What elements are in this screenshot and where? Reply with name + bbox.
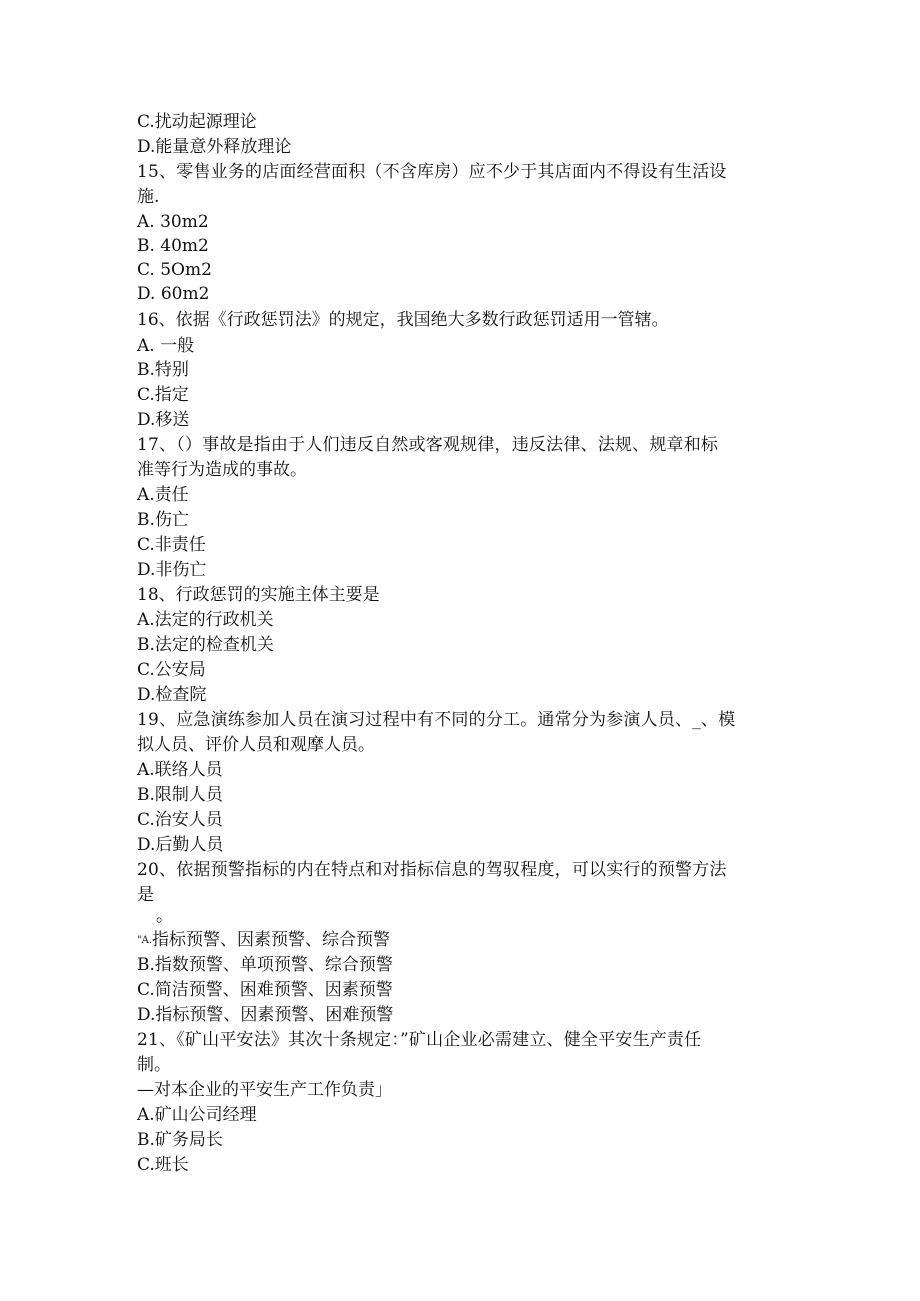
option-line: B.特别 <box>137 360 189 380</box>
question-line: 准等行为造成的事故。 <box>137 460 307 480</box>
option-line: D.检查院 <box>137 685 207 705</box>
option-line: C.扰动起源理论 <box>137 112 257 132</box>
option-line: B.指数预警、单项预警、综合预警 <box>137 955 393 975</box>
option-line: B. 40m2 <box>137 236 209 256</box>
option-line: B.法定的检查机关 <box>137 635 274 655</box>
option-prefix: "A. <box>137 935 152 946</box>
question-line: 施. <box>137 187 160 207</box>
question-line: 拟人员、评价人员和观摩人员。 <box>137 735 375 755</box>
option-line: A. 一般 <box>137 336 195 356</box>
option-line: A.矿山公司经理 <box>137 1105 257 1125</box>
question-15: 15、零售业务的店面经营面积（不含库房）应不少于其店面内不得设有生活设 <box>137 162 727 182</box>
option-text: 指标预警、因素预警、综合预警 <box>152 930 390 950</box>
option-line: D.移送 <box>137 410 190 430</box>
option-line: C.简洁预警、困难预警、因素预警 <box>137 980 393 1000</box>
question-line: 制。 <box>137 1055 171 1075</box>
option-line: A.法定的行政机关 <box>137 610 274 630</box>
question-line: 是 <box>137 885 154 905</box>
option-line: C.指定 <box>137 385 189 405</box>
option-line: B.伤亡 <box>137 510 189 530</box>
option-line: C. 5Om2 <box>137 260 212 280</box>
option-line: D. 60m2 <box>137 284 210 304</box>
option-line: D.后勤人员 <box>137 835 224 855</box>
option-line: C.公安局 <box>137 660 206 680</box>
option-line: B.矿务局长 <box>137 1130 223 1150</box>
question-18: 18、行政惩罚的实施主体主要是 <box>137 585 380 605</box>
question-20: 20、依据预警指标的内在特点和对指标信息的驾驭程度，可以实行的预警方法 <box>137 860 727 880</box>
question-21: 21、《矿山平安法》其次十条规定：”矿山企业必需建立、健全平安生产责任 <box>137 1030 702 1050</box>
question-19: 19、应急演练参加人员在演习过程中有不同的分工。通常分为参演人员、_、模 <box>137 710 736 730</box>
option-line: D.指标预警、因素预警、困难预警 <box>137 1005 394 1025</box>
option-line: A.联络人员 <box>137 760 223 780</box>
blank-dot: 。 <box>156 906 173 926</box>
question-17: 17、（）事故是指由于人们违反自然或客观规律，违反法律、法规、规章和标 <box>137 435 719 455</box>
option-line: B.限制人员 <box>137 785 223 805</box>
question-16: 16、依据《行政惩罚法》的规定，我国绝大多数行政惩罚适用一管辖。 <box>137 310 669 330</box>
option-line: A. 30m2 <box>137 212 209 232</box>
option-line: A.责任 <box>137 485 189 505</box>
option-line <box>137 930 390 951</box>
option-line: C.治安人员 <box>137 810 223 830</box>
option-line: D.非伤亡 <box>137 560 207 580</box>
option-line: D.能量意外释放理论 <box>137 137 292 157</box>
option-line: C.班长 <box>137 1155 189 1175</box>
question-line: —对本企业的平安生产工作负责」 <box>137 1080 392 1100</box>
option-line: C.非责任 <box>137 535 206 555</box>
